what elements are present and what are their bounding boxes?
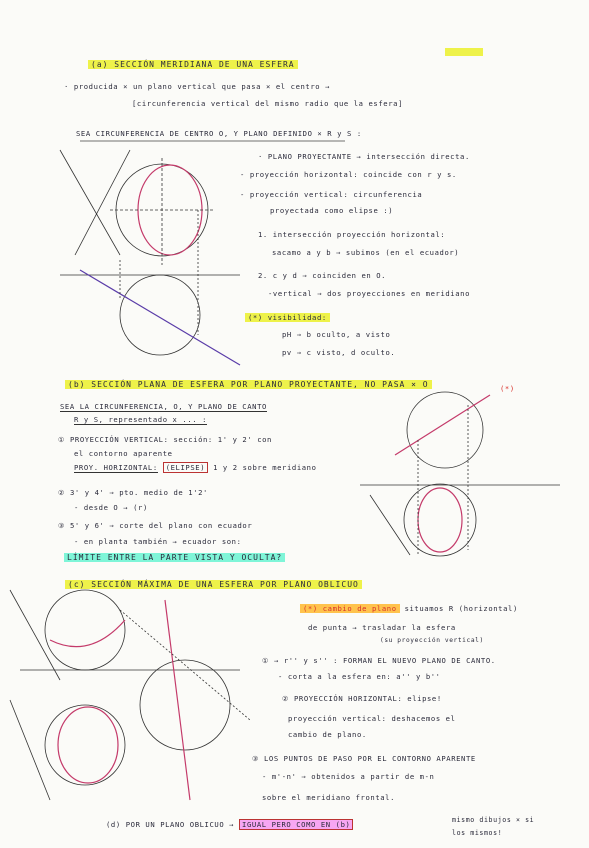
line-r — [60, 150, 120, 255]
figure-plane-section — [360, 392, 560, 556]
section2-p2: ② 3' y 4' ⇒ pto. medio de 1'2' — [58, 488, 208, 497]
section3-title-text: (c) SECCIÓN MÁXIMA DE UNA ESFERA POR PLANO OBLICUO — [65, 580, 362, 589]
section3-title — [65, 580, 362, 589]
section3-q1: ① → r'' y s'' : FORMAN EL NUEVO PLANO DE CANTO. — [262, 656, 496, 665]
section2-p1c — [74, 463, 317, 472]
section3-dnote2: los mismos! — [452, 829, 503, 837]
edge-plane — [395, 395, 490, 455]
section2-l1: SEA LA CIRCUNFERENCIA, O, Y PLANO DE CANTO — [60, 402, 267, 411]
section3-dnote: mismo dibujos × si — [452, 816, 535, 824]
section2-p3c — [64, 553, 285, 562]
section3-q3c: sobre el meridiano frontal. — [262, 793, 396, 802]
change-plane-label: (*) cambio de plano — [300, 604, 400, 613]
section1-line3: SEA CIRCUNFERENCIA DE CENTRO O, Y PLANO DEFINIDO × R y S : — [76, 129, 362, 138]
section3-cp3: (su proyección vertical) — [380, 637, 484, 644]
horizontal-circle — [120, 275, 200, 355]
section3-cp2: de punta → trasladar la esfera — [308, 623, 456, 632]
plane-trace — [80, 270, 240, 365]
limit-label: LÍMITE ENTRE LA PARTE VISTA Y OCULTA? — [64, 553, 285, 562]
section2-title-text: (b) SECCIÓN PLANA DE ESFERA POR PLANO PROYECTANTE, NO PASA × O — [65, 380, 432, 389]
section1-title-text: (a) SECCIÓN MERIDIANA DE UNA ESFERA — [88, 60, 298, 69]
section3-q2c: cambio de plano. — [288, 730, 367, 739]
section3-q3: ③ LOS PUNTOS DE PASO POR EL CONTORNO APARENTE — [252, 754, 476, 763]
section2-title — [65, 380, 432, 389]
figure-meridian-section — [60, 150, 240, 365]
section1-note4: 1. intersección proyección horizontal: — [258, 230, 446, 239]
change-plane-rest: situamos R (horizontal) — [404, 604, 518, 613]
horizontal-circle-3 — [45, 705, 125, 785]
section1-title — [88, 60, 298, 69]
section1-line1: · producida × un plano vertical que pasa × el centro → — [64, 82, 331, 91]
line-s — [75, 150, 130, 255]
section2-p3b: - en planta también → ecuador son: — [74, 537, 242, 546]
trace-r3 — [10, 590, 60, 680]
horizontal-circle-2 — [404, 484, 476, 556]
section1-note6 — [245, 313, 330, 322]
section2-p1: ① PROYECCIÓN VERTICAL: sección: 1' y 2' con — [58, 435, 272, 444]
rotated-circle — [140, 660, 230, 750]
section1-note6b: pH ⇒ b oculto, a visto — [282, 330, 391, 339]
ellipse-2 — [418, 488, 462, 552]
section3-q2: ② PROYECCIÓN HORIZONTAL: elipse! — [282, 694, 442, 703]
oblique-plane-label: (d) POR UN PLANO OBLICUO → — [106, 820, 235, 829]
p1c-rest: 1 y 2 sobre meridiano — [213, 463, 317, 472]
section1-note4b: sacamo a y b ⇒ subimos (en el ecuador) — [272, 248, 460, 257]
section1-note5b: -vertical ⇒ dos proyecciones en meridiano — [268, 289, 471, 298]
section3-q2b: proyección vertical: deshacemos el — [288, 714, 456, 723]
section1-note1: · PLANO PROYECTANTE → intersección directa. — [258, 152, 470, 161]
same-as-b-box: IGUAL PERO COMO EN (b) — [239, 819, 353, 830]
section3-cp — [300, 604, 518, 613]
section2-p1b: el contorno aparente — [74, 449, 173, 458]
section2-p3: ③ 5' y 6' ⇒ corte del plano con ecuador — [58, 521, 253, 530]
section2-tag: (*) — [500, 384, 515, 393]
section3-q1b: - corta a la esfera en: a'' y b'' — [278, 672, 441, 681]
figure-oblique-section — [10, 590, 250, 800]
new-plane — [165, 600, 190, 800]
section2-l2: R y S, representado x ... : — [74, 415, 208, 424]
section3-d — [106, 820, 353, 829]
section2-p2b: - desde O → (r) — [74, 503, 148, 512]
section1-note2: - proyección horizontal: coincide con r y s. — [240, 170, 457, 179]
visibility-label: (*) visibilidad: — [245, 313, 330, 322]
section1-note6c: pv ⇒ c visto, d oculto. — [282, 348, 396, 357]
proy-horizontal-label: PROY. HORIZONTAL: — [74, 463, 158, 472]
section1-note5: 2. c y d ⇒ coinciden en O. — [258, 271, 387, 280]
section1-note3: - proyección vertical: circunferencia — [240, 190, 423, 199]
section3-q3b: - m'-n' ⇒ obtenidos a partir de m-n — [262, 772, 435, 781]
section1-note3b: proyectada como elipse :) — [270, 206, 394, 215]
trace-s3 — [10, 700, 50, 800]
ellipse-box: (ELIPSE) — [163, 462, 208, 473]
highlight-mark — [445, 48, 483, 56]
section1-line2: [circunferencia vertical del mismo radio que la esfera] — [132, 99, 403, 108]
vertical-circle-3 — [45, 590, 125, 670]
